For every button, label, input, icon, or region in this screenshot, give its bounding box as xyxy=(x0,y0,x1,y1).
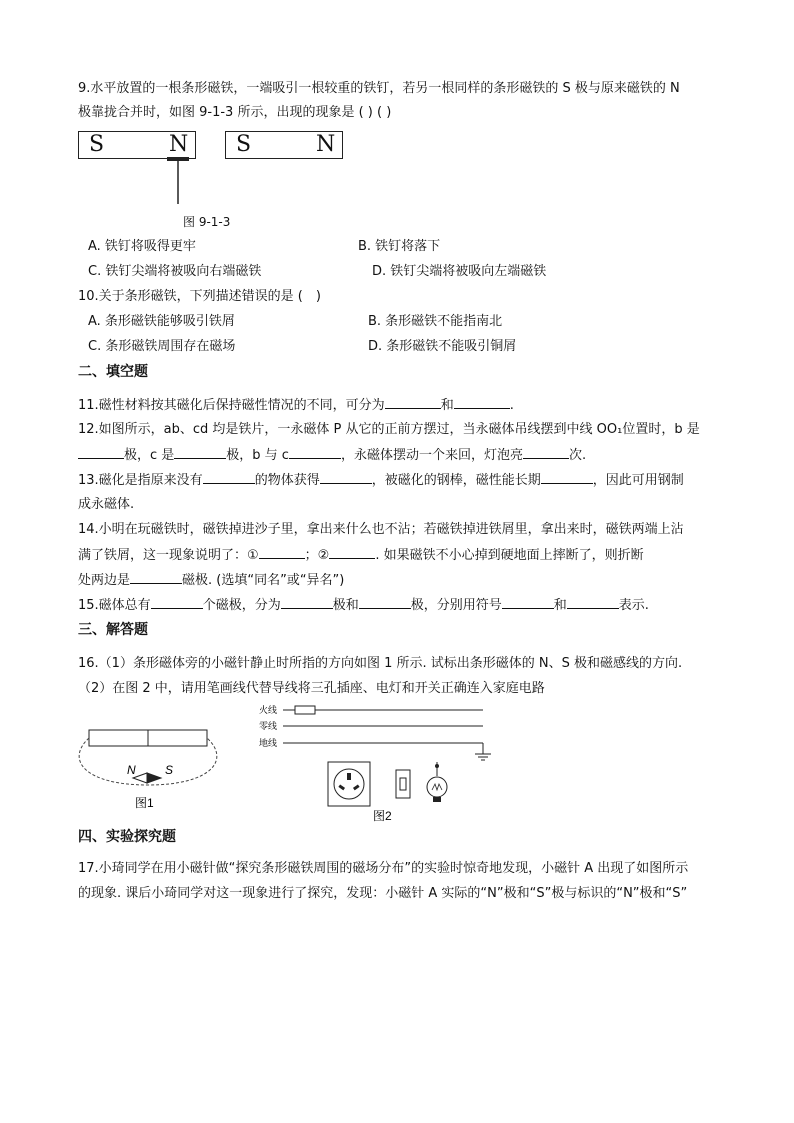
text: ，被磁化的钢棒，磁性能长期 xyxy=(371,473,541,488)
answer-blank[interactable] xyxy=(130,571,182,584)
q10-stem: 10.关于条形磁铁，下列描述错误的是 ( ) xyxy=(78,289,321,304)
compass-n-label: N xyxy=(127,763,136,777)
q9-option-a: A. 铁钉将吸得更牢 xyxy=(88,239,196,254)
pole-label: S xyxy=(236,132,252,157)
q15 xyxy=(78,596,649,615)
pole-label: N xyxy=(316,132,336,157)
lamp-socket-icon xyxy=(435,764,439,768)
q13-line2: 成永磁体. xyxy=(78,497,135,512)
answer-blank[interactable] xyxy=(359,596,411,609)
q17-line1: 17.小琦同学在用小磁针做“探究条形磁铁周围的磁场分布”的实验时惊奇地发现，小磁针 A 出现了如图所示 xyxy=(78,861,689,876)
answer-blank[interactable] xyxy=(523,446,569,459)
answer-blank[interactable] xyxy=(320,471,372,484)
wall-switch xyxy=(396,770,410,798)
q17-line2: 的现象. 课后小琦同学对这一现象进行了探究，发现：小磁针 A 实际的“N”极和“S”极与标识的“N”极和“S” xyxy=(78,886,688,901)
text: 次. xyxy=(568,448,587,463)
q10-option-c: C. 条形磁铁周围存在磁场 xyxy=(88,339,236,354)
answer-blank[interactable] xyxy=(289,446,341,459)
text: 11.磁性材料按其磁化后保持磁性情况的不同，可分为 xyxy=(78,398,385,413)
answer-blank[interactable] xyxy=(385,396,441,409)
live-wire-label: 火线 xyxy=(259,705,278,715)
section-heading: 二、填空题 xyxy=(78,364,148,380)
bar-magnet-right xyxy=(225,131,343,159)
text: 表示. xyxy=(618,598,649,613)
answer-blank[interactable] xyxy=(259,546,305,559)
text: ，永磁体摆动一个来回，灯泡亮 xyxy=(340,448,523,463)
answer-blank[interactable] xyxy=(174,446,226,459)
light-bulb-icon xyxy=(427,777,447,797)
q13-line1 xyxy=(78,471,684,490)
text: 极，b 与 c xyxy=(226,448,289,463)
q10-option-d: D. 条形磁铁不能吸引铜屑 xyxy=(368,339,517,354)
q12-line1: 12.如图所示，ab、cd 均是铁片，一永磁体 P 从它的正前方摆过，当永磁体吊线摆到中线 OO₁位置时，b 是 xyxy=(78,422,700,437)
figure-1-bar-magnet xyxy=(75,720,225,815)
text: 的物体获得 xyxy=(254,473,320,488)
q9-option-d: D. 铁钉尖端将被吸向左端磁铁 xyxy=(372,264,547,279)
q10-option-a: A. 条形磁铁能够吸引铁屑 xyxy=(88,314,235,329)
answer-blank[interactable] xyxy=(502,596,554,609)
figure-2-household-circuit xyxy=(255,700,495,825)
q10-option-b: B. 条形磁铁不能指南北 xyxy=(368,314,503,329)
compass-needle-s-half xyxy=(147,773,161,783)
q9-stem-line2: 极靠拢合并时，如图 9-1-3 所示，出现的现象是 ( ) ( ) xyxy=(78,105,392,120)
text: 极，c 是 xyxy=(124,448,175,463)
q16-line1: 16.（1）条形磁体旁的小磁针静止时所指的方向如图 1 所示. 试标出条形磁体的 N、S 极和磁感线的方向. xyxy=(78,656,683,671)
neutral-wire-label: 零线 xyxy=(259,721,278,731)
q12-line2 xyxy=(78,446,586,465)
bulb-base-icon xyxy=(433,797,441,802)
text: 和 xyxy=(440,398,454,413)
q16-line2: （2）在图 2 中，请用笔画线代替导线将三孔插座、电灯和开关正确连入家庭电路 xyxy=(78,681,545,696)
compass-s-label: S xyxy=(165,763,174,777)
answer-blank[interactable] xyxy=(281,596,333,609)
text: 个磁极，分为 xyxy=(202,598,281,613)
text: 13.磁化是指原来没有 xyxy=(78,473,203,488)
text: 和 xyxy=(553,598,567,613)
text: 处两边是 xyxy=(78,573,131,588)
q9-stem-line1: 9.水平放置的一根条形磁铁，一端吸引一根较重的铁钉，若另一根同样的条形磁铁的 S 极与原来磁铁的 N xyxy=(78,81,680,96)
text: 极和 xyxy=(332,598,359,613)
text: 满了铁屑，这一现象说明了：① xyxy=(78,548,259,563)
section-heading: 三、解答题 xyxy=(78,622,148,638)
fuse-icon xyxy=(295,706,315,714)
figure-caption: 图2 xyxy=(373,809,392,823)
q9-option-b: B. 铁钉将落下 xyxy=(358,239,441,254)
text: 15.磁体总有 xyxy=(78,598,151,613)
q14-line3 xyxy=(78,571,344,590)
answer-blank[interactable] xyxy=(541,471,593,484)
q9-option-c: C. 铁钉尖端将被吸向右端磁铁 xyxy=(88,264,262,279)
ground-wire-label: 地线 xyxy=(259,738,278,748)
figure-caption: 图1 xyxy=(135,796,154,810)
answer-blank[interactable] xyxy=(567,596,619,609)
q14-line1: 14.小明在玩磁铁时，磁铁掉进沙子里，拿出来什么也不沾；若磁铁掉进铁屑里，拿出来时，磁铁两端上沾 xyxy=(78,522,684,537)
answer-blank[interactable] xyxy=(78,446,124,459)
q14-line2 xyxy=(78,546,644,565)
text: 极，分别用符号 xyxy=(410,598,502,613)
answer-blank[interactable] xyxy=(151,596,203,609)
iron-nail xyxy=(160,155,200,205)
pole-label: S xyxy=(89,132,105,157)
text: 磁极. (选填“同名”或“异名”) xyxy=(182,573,345,588)
text: ；② xyxy=(304,548,330,563)
answer-blank[interactable] xyxy=(203,471,255,484)
answer-blank[interactable] xyxy=(454,396,510,409)
socket-hole-icon xyxy=(347,773,351,780)
figure-caption: 图 9-1-3 xyxy=(183,215,231,229)
q11 xyxy=(78,396,514,415)
section-heading: 四、实验探究题 xyxy=(78,829,176,845)
pole-label: N xyxy=(169,132,189,157)
text: ，因此可用钢制 xyxy=(592,473,684,488)
text: . xyxy=(509,398,514,413)
text: . 如果磁铁不小心掉到硬地面上摔断了，则折断 xyxy=(375,548,644,563)
answer-blank[interactable] xyxy=(329,546,375,559)
